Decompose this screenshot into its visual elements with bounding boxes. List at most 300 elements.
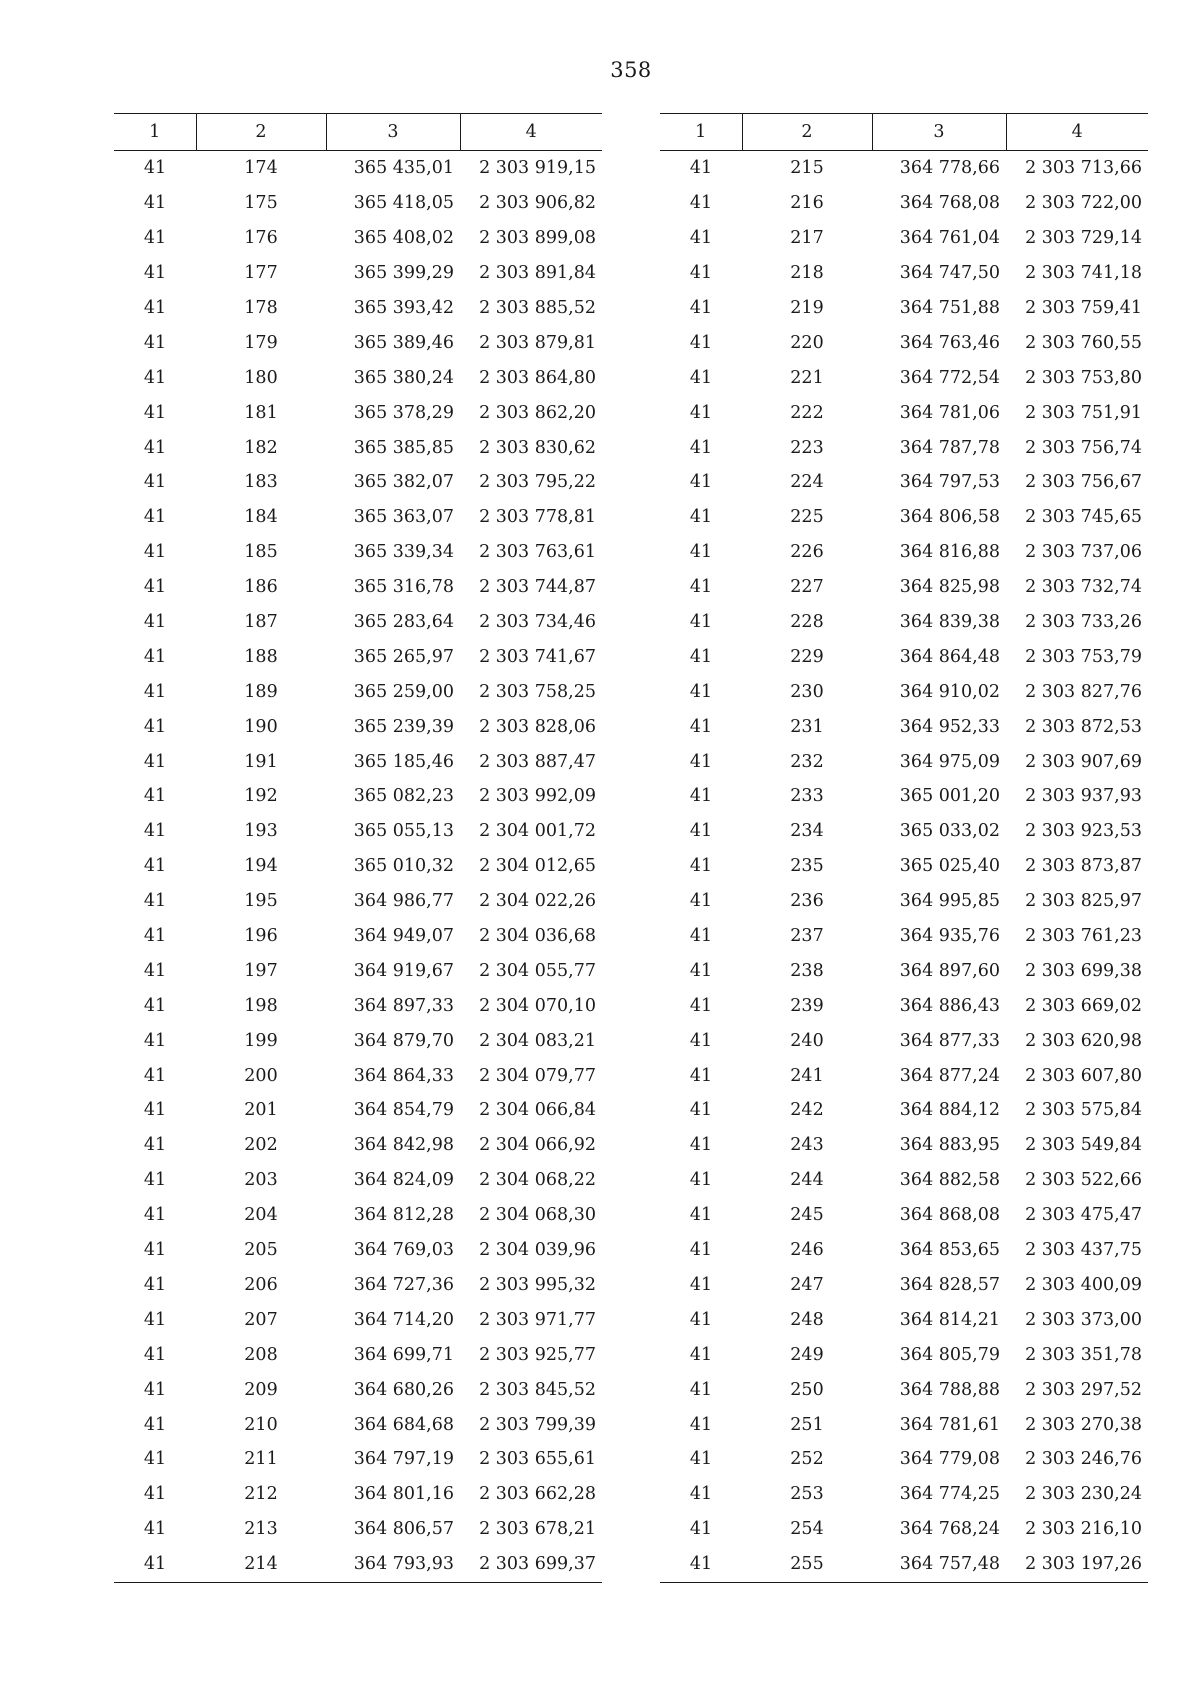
table-cell: 364 949,07: [353, 926, 454, 947]
table-cell: 364 882,58: [899, 1170, 1000, 1191]
table-cell: 246: [790, 1240, 824, 1261]
table-cell: 41: [143, 1309, 167, 1330]
table-row: [660, 919, 1148, 954]
table-cell: 2 303 729,14: [1025, 228, 1142, 249]
table-cell: 365 339,34: [353, 542, 454, 563]
table-cell: 364 853,65: [899, 1240, 1000, 1261]
table-cell: 253: [790, 1484, 824, 1505]
table-cell: 41: [689, 1030, 713, 1051]
table-cell: 41: [143, 1240, 167, 1261]
table-cell: 364 842,98: [353, 1135, 454, 1156]
table-cell: 364 828,57: [899, 1274, 1000, 1295]
table-cell: 2 304 022,26: [479, 891, 596, 912]
table-cell: 221: [790, 367, 824, 388]
table-cell: 41: [689, 891, 713, 912]
table-cell: 41: [660, 1547, 742, 1582]
table-row: [114, 151, 602, 186]
column-header: 1: [660, 114, 742, 151]
table-cell: 243: [790, 1135, 824, 1156]
table-cell: 186: [244, 577, 278, 598]
table-cell: 249: [790, 1344, 824, 1365]
table-cell: 41: [143, 646, 167, 667]
table-cell: 41: [143, 960, 167, 981]
table-cell: 41: [689, 1309, 713, 1330]
table-cell: 196: [244, 926, 278, 947]
table-cell: 41: [689, 926, 713, 947]
coordinates-table-left: [114, 113, 602, 1583]
table-cell: 244: [790, 1170, 824, 1191]
table-cell: 2 303 737,06: [1025, 542, 1142, 563]
table-cell: 364 747,50: [899, 263, 1000, 284]
table-row: [114, 1407, 602, 1442]
table-cell: 224: [790, 472, 824, 493]
table-cell: 364 772,54: [899, 367, 1000, 388]
table-cell: 364 801,16: [353, 1484, 454, 1505]
table-row: [660, 1337, 1148, 1372]
table-cell: 213: [244, 1519, 278, 1540]
table-cell: 41: [689, 612, 713, 633]
table-row: [660, 291, 1148, 326]
table-cell: 364 886,43: [899, 995, 1000, 1016]
table-cell: 174: [244, 158, 278, 179]
table-cell: 2 303 872,53: [1025, 716, 1142, 737]
table-cell: 41: [689, 681, 713, 702]
table-row: [660, 535, 1148, 570]
table-row: [660, 325, 1148, 360]
table-cell: 2 304 001,72: [479, 821, 596, 842]
table-cell: 364 884,12: [899, 1100, 1000, 1121]
table-cell: 247: [790, 1274, 824, 1295]
table-cell: 364 816,88: [899, 542, 1000, 563]
table-row: [114, 779, 602, 814]
table-cell: 41: [143, 158, 167, 179]
table-cell: 2 303 699,38: [1025, 960, 1142, 981]
column-header: 1: [114, 114, 196, 151]
table-cell: 2 303 827,76: [1025, 681, 1142, 702]
table-cell: 2 303 885,52: [479, 298, 596, 318]
table-cell: 41: [143, 786, 167, 807]
table-cell: 365 418,05: [353, 193, 454, 214]
table-cell: 179: [244, 332, 278, 353]
table-cell: 41: [689, 716, 713, 737]
table-cell: 220: [790, 332, 824, 353]
table-cell: 365 025,40: [899, 856, 1000, 877]
table-row: [660, 1093, 1148, 1128]
table-cell: 2 303 753,79: [1025, 646, 1142, 667]
table-cell: 2 303 828,06: [479, 716, 596, 737]
table-cell: 41: [689, 193, 713, 214]
table-cell: 365 082,23: [353, 786, 454, 807]
table-cell: 2 303 741,67: [479, 646, 596, 667]
table-cell: 237: [790, 926, 824, 947]
table-cell: 41: [143, 995, 167, 1016]
table-cell: 41: [143, 228, 167, 249]
table-row: [114, 1093, 602, 1128]
table-row: [660, 1547, 1148, 1582]
table-cell: 238: [790, 960, 824, 981]
table-cell: 2 304 070,10: [479, 995, 596, 1016]
table-cell: 2 303 678,21: [479, 1519, 596, 1540]
table-body: [660, 151, 1148, 1583]
table-cell: 41: [143, 1135, 167, 1156]
table-cell: 364 769,03: [353, 1240, 454, 1261]
table-cell: 2 303 522,66: [1025, 1170, 1142, 1191]
table-row: [114, 988, 602, 1023]
table-row: [660, 151, 1148, 186]
table-cell: 2 303 351,78: [1025, 1344, 1142, 1365]
table-row: [660, 1058, 1148, 1093]
table-cell: 41: [143, 402, 167, 423]
table-row: [660, 500, 1148, 535]
table-cell: 365 010,32: [353, 856, 454, 877]
table-cell: 2 303 373,00: [1025, 1309, 1142, 1330]
table-cell: 2 303 925,77: [479, 1344, 596, 1365]
table-cell: 252: [790, 1449, 824, 1470]
table-cell: 41: [689, 472, 713, 493]
table-row: [114, 709, 602, 744]
table-cell: 364 935,76: [899, 926, 1000, 947]
table-cell: 2 303 760,55: [1025, 332, 1142, 353]
table-cell: 364 897,60: [899, 960, 1000, 981]
table-cell: 41: [689, 1449, 713, 1470]
table-cell: 245: [790, 1205, 824, 1226]
table-cell: 41: [689, 1344, 713, 1365]
table-cell: 365 001,20: [899, 786, 1000, 807]
table-row: [114, 1023, 602, 1058]
table-row: [660, 1512, 1148, 1547]
table-cell: 2 303 879,81: [479, 332, 596, 353]
table-cell: 2 304 012,65: [479, 856, 596, 877]
table-cell: 364 868,08: [899, 1205, 1000, 1226]
table-header-row: [660, 114, 1148, 151]
table-cell: 41: [143, 751, 167, 772]
table-cell: 364 897,33: [353, 995, 454, 1016]
table-row: [660, 1372, 1148, 1407]
table-cell: 225: [790, 507, 824, 528]
table-cell: 41: [689, 1379, 713, 1400]
table-row: [114, 1163, 602, 1198]
table-cell: 364 768,24: [899, 1519, 1000, 1540]
table-cell: 41: [143, 193, 167, 214]
table-cell: 2 303 246,76: [1025, 1449, 1142, 1470]
table-row: [660, 430, 1148, 465]
table-cell: 365 389,46: [353, 332, 454, 353]
column-header: 4: [460, 114, 602, 151]
table-cell: 239: [790, 995, 824, 1016]
table-row: [660, 953, 1148, 988]
table-cell: 364 877,33: [899, 1030, 1000, 1051]
table-cell: 41: [143, 1414, 167, 1435]
table-row: [660, 605, 1148, 640]
table-cell: 365 055,13: [353, 821, 454, 842]
table-cell: 41: [143, 1274, 167, 1295]
table-cell: 41: [143, 891, 167, 912]
table-cell: 235: [790, 856, 824, 877]
table-cell: 41: [143, 1484, 167, 1505]
table-cell: 41: [143, 1449, 167, 1470]
table-cell: 2 303 270,38: [1025, 1414, 1142, 1435]
table-row: [114, 1372, 602, 1407]
table-cell: 41: [689, 577, 713, 598]
table-cell: 201: [244, 1100, 278, 1121]
column-header: 2: [196, 114, 326, 151]
table-cell: 364 680,26: [353, 1379, 454, 1400]
table-cell: 2 303 475,47: [1025, 1205, 1142, 1226]
table-row: [660, 1442, 1148, 1477]
column-header: 3: [326, 114, 460, 151]
table-cell: 2 303 297,52: [1025, 1379, 1142, 1400]
table-cell: 2 303 197,26: [1006, 1547, 1148, 1582]
table-cell: 205: [244, 1240, 278, 1261]
table-cell: 41: [689, 856, 713, 877]
table-cell: 41: [689, 437, 713, 458]
table-cell: 181: [244, 402, 278, 423]
table-cell: 228: [790, 612, 824, 633]
table-cell: 2 304 079,77: [479, 1065, 596, 1086]
table-row: [114, 221, 602, 256]
table-cell: 364 919,67: [353, 960, 454, 981]
table-cell: 241: [790, 1065, 824, 1086]
table-cell: 364 797,53: [899, 472, 1000, 493]
table-cell: 41: [689, 751, 713, 772]
table-cell: 208: [244, 1344, 278, 1365]
table-cell: 2 303 400,09: [1025, 1274, 1142, 1295]
table-cell: 2 303 971,77: [479, 1309, 596, 1330]
table-cell: 41: [143, 1519, 167, 1540]
table-cell: 185: [244, 542, 278, 563]
table-row: [114, 814, 602, 849]
table-cell: 2 304 068,30: [479, 1205, 596, 1226]
table-cell: 2 303 899,08: [479, 228, 596, 249]
table-row: [114, 884, 602, 919]
table-cell: 365 283,64: [353, 612, 454, 633]
table-cell: 231: [790, 716, 824, 737]
table-cell: 207: [244, 1309, 278, 1330]
table-row: [114, 639, 602, 674]
table-cell: 194: [244, 856, 278, 877]
table-cell: 41: [143, 612, 167, 633]
table-cell: 2 304 066,84: [479, 1100, 596, 1121]
table-row: [660, 884, 1148, 919]
table-cell: 365 385,85: [353, 437, 454, 458]
table-cell: 364 975,09: [899, 751, 1000, 772]
table-cell: 364 952,33: [899, 716, 1000, 737]
table-cell: 41: [689, 367, 713, 388]
table-cell: 254: [790, 1519, 824, 1540]
table-cell: 2 303 995,32: [479, 1274, 596, 1295]
table-cell: 212: [244, 1484, 278, 1505]
table-cell: 41: [143, 1030, 167, 1051]
table-cell: 197: [244, 960, 278, 981]
table-cell: 41: [689, 263, 713, 284]
table-cell: 364 779,08: [899, 1449, 1000, 1470]
table-cell: 218: [790, 263, 824, 284]
table-cell: 233: [790, 786, 824, 807]
column-header: 3: [872, 114, 1006, 151]
table-cell: 223: [790, 437, 824, 458]
table-cell: 41: [689, 1065, 713, 1086]
table-cell: 41: [143, 1170, 167, 1191]
table-cell: 226: [790, 542, 824, 563]
table-row: [660, 779, 1148, 814]
table-cell: 2 303 741,18: [1025, 263, 1142, 284]
table-cell: 364 714,20: [353, 1309, 454, 1330]
table-cell: 41: [689, 646, 713, 667]
table-cell: 2 304 055,77: [479, 960, 596, 981]
table-cell: 364 814,21: [899, 1309, 1000, 1330]
table-cell: 2 303 745,65: [1025, 507, 1142, 528]
table-row: [660, 814, 1148, 849]
table-cell: 182: [244, 437, 278, 458]
table-cell: 176: [244, 228, 278, 249]
table-cell: 41: [689, 821, 713, 842]
table-row: [114, 1442, 602, 1477]
table-cell: 2 303 734,46: [479, 612, 596, 633]
table-cell: 364 864,48: [899, 646, 1000, 667]
table-cell: 187: [244, 612, 278, 633]
table-cell: 2 303 744,87: [479, 577, 596, 598]
table-cell: 41: [689, 542, 713, 563]
table-cell: 364 768,08: [899, 193, 1000, 214]
table-cell: 175: [244, 193, 278, 214]
table-cell: 2 303 216,10: [1025, 1519, 1142, 1540]
table-cell: 41: [114, 1547, 196, 1582]
table-cell: 2 303 230,24: [1025, 1484, 1142, 1505]
table-cell: 230: [790, 681, 824, 702]
table-row: [660, 1163, 1148, 1198]
table-row: [114, 430, 602, 465]
table-cell: 41: [689, 158, 713, 179]
table-cell: 364 986,77: [353, 891, 454, 912]
table-cell: 2 303 907,69: [1025, 751, 1142, 772]
table-cell: 219: [790, 298, 824, 318]
table-row: [114, 291, 602, 326]
table-cell: 365 265,97: [353, 646, 454, 667]
table-row: [114, 849, 602, 884]
table-cell: 2 303 923,53: [1025, 821, 1142, 842]
table-cell: 2 304 036,68: [479, 926, 596, 947]
table-cell: 364 793,93: [326, 1547, 460, 1582]
table-cell: 2 303 655,61: [479, 1449, 596, 1470]
table-cell: 214: [196, 1547, 326, 1582]
table-cell: 2 303 763,61: [479, 542, 596, 563]
table-row: [114, 1337, 602, 1372]
table-cell: 2 303 722,00: [1025, 193, 1142, 214]
table-body: [114, 151, 602, 1583]
table-cell: 242: [790, 1100, 824, 1121]
table-cell: 2 303 845,52: [479, 1379, 596, 1400]
table-cell: 365 316,78: [353, 577, 454, 598]
table-row: [660, 221, 1148, 256]
table-cell: 364 806,57: [353, 1519, 454, 1540]
table-row: [114, 1302, 602, 1337]
table-row: [660, 1407, 1148, 1442]
table-cell: 2 303 713,66: [1025, 158, 1142, 179]
table-cell: 41: [689, 298, 713, 318]
table-cell: 365 378,29: [353, 402, 454, 423]
table-cell: 364 781,06: [899, 402, 1000, 423]
table-header-row: [114, 114, 602, 151]
table-row: [660, 1198, 1148, 1233]
table-cell: 41: [689, 1484, 713, 1505]
table-cell: 364 757,48: [872, 1547, 1006, 1582]
table-cell: 41: [689, 1100, 713, 1121]
table-cell: 2 303 761,23: [1025, 926, 1142, 947]
table-cell: 41: [689, 507, 713, 528]
table-row: [114, 465, 602, 500]
table-cell: 209: [244, 1379, 278, 1400]
table-cell: 217: [790, 228, 824, 249]
table-cell: 41: [689, 1414, 713, 1435]
table-cell: 234: [790, 821, 824, 842]
table-cell: 222: [790, 402, 824, 423]
table-cell: 365 259,00: [353, 681, 454, 702]
table-cell: 2 303 732,74: [1025, 577, 1142, 598]
table-row: [114, 1198, 602, 1233]
table-cell: 41: [143, 681, 167, 702]
table-row: [114, 919, 602, 954]
table-cell: 365 185,46: [353, 751, 454, 772]
table-cell: 41: [143, 1205, 167, 1226]
table-row: [660, 1233, 1148, 1268]
table-cell: 2 303 799,39: [479, 1414, 596, 1435]
table-cell: 240: [790, 1030, 824, 1051]
table-row: [114, 500, 602, 535]
table-cell: 41: [689, 1205, 713, 1226]
table-cell: 2 303 575,84: [1025, 1100, 1142, 1121]
table-cell: 364 751,88: [899, 298, 1000, 318]
table-cell: 365 239,39: [353, 716, 454, 737]
column-header: 4: [1006, 114, 1148, 151]
table-row: [114, 953, 602, 988]
table-cell: 364 812,28: [353, 1205, 454, 1226]
table-cell: 236: [790, 891, 824, 912]
table-cell: 41: [689, 786, 713, 807]
table-cell: 2 304 068,22: [479, 1170, 596, 1191]
table-cell: 41: [143, 507, 167, 528]
table-cell: 2 303 937,93: [1025, 786, 1142, 807]
table-cell: 188: [244, 646, 278, 667]
table-cell: 364 995,85: [899, 891, 1000, 912]
table-cell: 41: [143, 332, 167, 353]
table-cell: 2 303 753,80: [1025, 367, 1142, 388]
table-row: [114, 674, 602, 709]
table-cell: 41: [689, 402, 713, 423]
table-cell: 41: [689, 1519, 713, 1540]
table-cell: 364 761,04: [899, 228, 1000, 249]
table-row: [114, 535, 602, 570]
table-cell: 365 382,07: [353, 472, 454, 493]
table-cell: 364 805,79: [899, 1344, 1000, 1365]
table-cell: 190: [244, 716, 278, 737]
table-row: [660, 1128, 1148, 1163]
table-cell: 364 877,24: [899, 1065, 1000, 1086]
table-cell: 215: [790, 158, 824, 179]
table-row: [114, 1233, 602, 1268]
table-cell: 41: [143, 1344, 167, 1365]
table-cell: 365 399,29: [353, 263, 454, 284]
table-cell: 364 864,33: [353, 1065, 454, 1086]
table-cell: 2 303 830,62: [479, 437, 596, 458]
table-cell: 364 879,70: [353, 1030, 454, 1051]
table-cell: 191: [244, 751, 278, 772]
table-cell: 204: [244, 1205, 278, 1226]
table-cell: 2 303 919,15: [479, 158, 596, 179]
table-cell: 41: [689, 1274, 713, 1295]
table-cell: 41: [143, 298, 167, 318]
table-row: [114, 395, 602, 430]
table-row: [660, 674, 1148, 709]
